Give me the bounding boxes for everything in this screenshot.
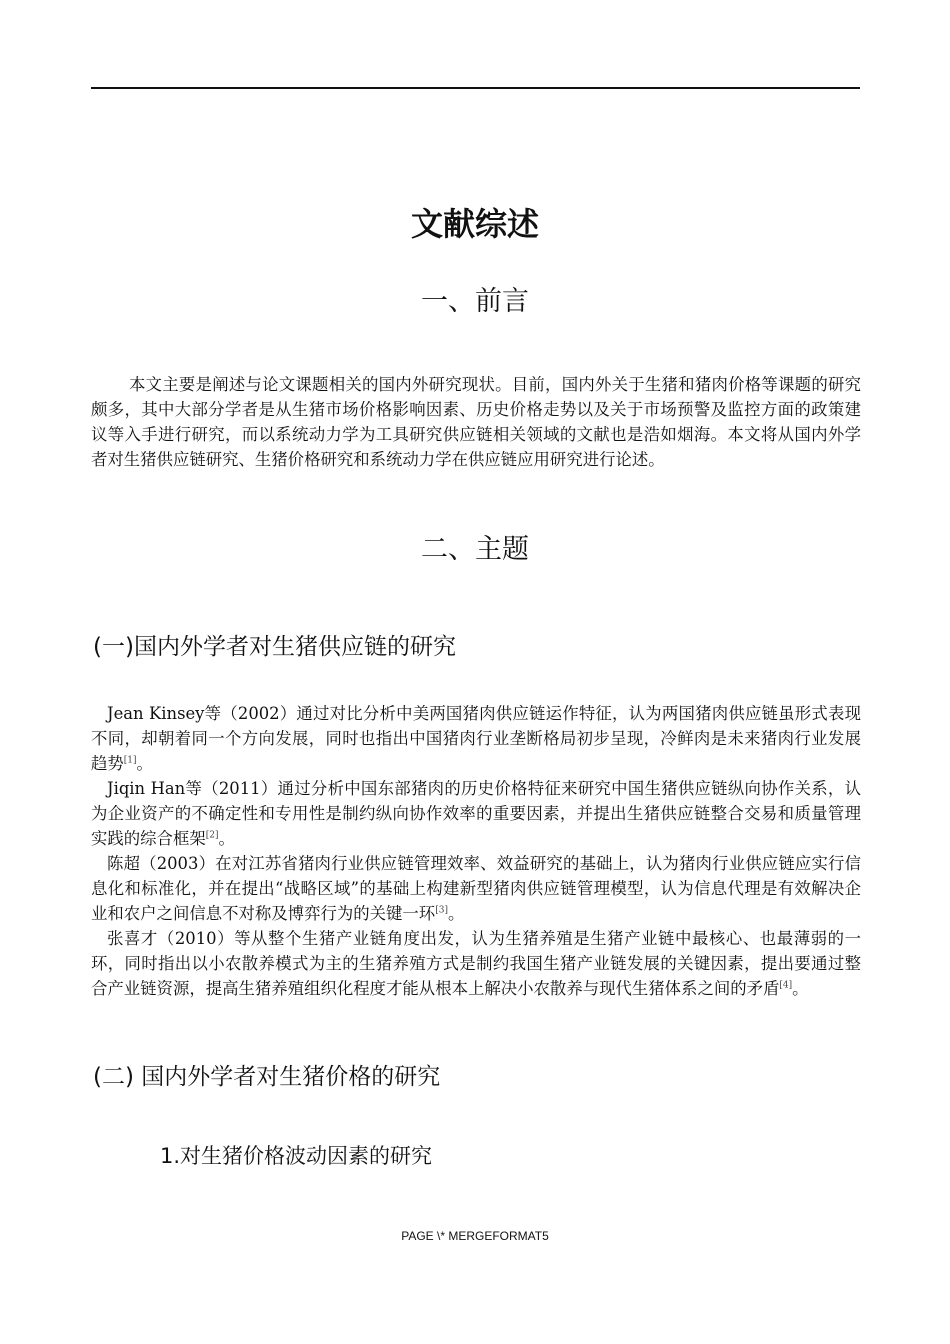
- document-title: 文献综述: [410, 205, 539, 243]
- section-heading-preface: 一、前言: [421, 286, 529, 317]
- subitem-heading-price-factors: 1.对生猪价格波动因素的研究: [160, 1144, 433, 1168]
- supply-chain-paragraphs: [91, 701, 861, 1001]
- subsection-heading-price: (二) 国内外学者对生猪价格的研究: [93, 1064, 441, 1090]
- paragraph-end: 。: [447, 904, 465, 923]
- paragraph-kinsey: [91, 701, 861, 776]
- paragraph-text: 张喜才（2010）等从整个生猪产业链角度出发，认为生猪养殖是生猪产业链中最核心、也最薄弱的一环，同时指出以小农散养模式为主的生猪养殖方式是制约我国生猪产业链发展的关键因素，提出要通过整合产业链资源，提高生猪养殖组织化程度才能从根本上解决小农散养与现代生猪体系之间的矛盾: [91, 929, 861, 998]
- paragraph-text: Jiqin Han等（2011）通过分析中国东部猪肉的历史价格特征来研究中国生猪供应链纵向协作关系，认为企业资产的不确定性和专用性是制约纵向协作效率的重要因素，并提出生猪供应链整合交易和质量管理实践的综合框架: [91, 779, 861, 848]
- subsection-heading-supply-chain: (一)国内外学者对生猪供应链的研究: [93, 634, 456, 660]
- header-rule: [91, 87, 860, 89]
- paragraph-text: 陈超（2003）在对江苏省猪肉行业供应链管理效率、效益研究的基础上，认为猪肉行业供应链应实行信息化和标准化，并在提出“战略区域”的基础上构建新型猪肉供应链管理模型，认为信息代理是有效解决企业和农户之间信息不对称及博弈行为的关键一环: [91, 854, 861, 923]
- section-heading-topic: 二、主题: [421, 534, 529, 565]
- paragraph-end: 。: [218, 829, 235, 848]
- preface-text: 本文主要是阐述与论文课题相关的国内外研究现状。目前，国内外关于生猪和猪肉价格等课题的研究颇多，其中大部分学者是从生猪市场价格影响因素、历史价格走势以及关于市场预警及监控方面的政策建议等入手进行研究，而以系统动力学为工具研究供应链相关领域的文献也是浩如烟海。本文将从国内外学者对生猪供应链研究、生猪价格研究和系统动力学在供应链应用研究进行论述。: [91, 375, 861, 469]
- paragraph-chen: [91, 851, 861, 926]
- paragraph-zhang: [91, 926, 861, 1001]
- citation-ref: [2]: [205, 830, 219, 841]
- citation-ref: [3]: [435, 905, 448, 916]
- page-footer: PAGE \* MERGEFORMAT5: [401, 1229, 549, 1243]
- citation-ref: [4]: [779, 980, 793, 991]
- paragraph-text: Jean Kinsey等（2002）通过对比分析中美两国猪肉供应链运作特征，认为两国猪肉供应链虽形式表现不同，却朝着同一个方向发展，同时也指出中国猪肉行业垄断格局初步呈现，冷鲜肉是未来猪肉行业发展趋势: [91, 704, 861, 773]
- paragraph-han: [91, 776, 861, 851]
- paragraph-end: 。: [792, 979, 809, 998]
- preface-paragraph: [91, 372, 861, 472]
- paragraph-end: 。: [136, 754, 153, 773]
- citation-ref: [1]: [123, 755, 137, 766]
